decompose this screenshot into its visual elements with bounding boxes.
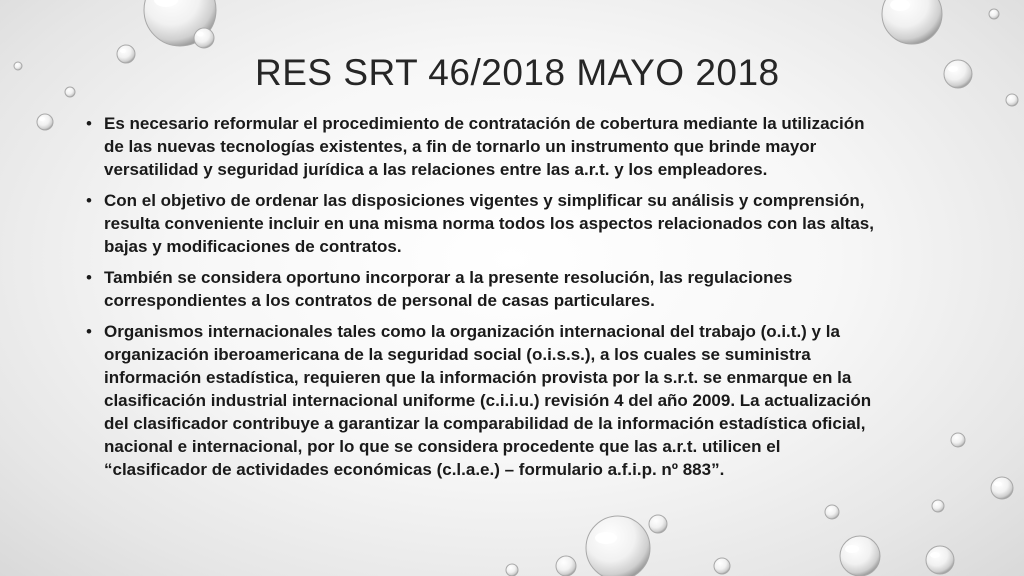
drop [926,546,954,574]
drop [194,28,214,48]
drop [991,477,1013,499]
drop [825,505,839,519]
drop [989,9,999,19]
drop [65,87,75,97]
drop [932,500,944,512]
drop [882,0,942,44]
bullet-item: • Con el objetivo de ordenar las disposiciones vigentes y simplificar su análisis y comprensión, resulta conveniente incluir en una misma norma todos los aspectos relacionados con las altas, bajas y modificaciones de contratos. [86,189,886,258]
drop [944,60,972,88]
drop [14,62,22,70]
drop [586,516,650,576]
drop [714,558,730,574]
bullet-list [86,112,886,489]
drop [506,564,518,576]
drop [951,433,965,447]
bullet-item: • Organismos internacionales tales como la organización internacional del trabajo (o.i.t.) y la organización iberoamericana de la seguridad social (o.i.s.s.), a los cuales se suministra información estadística, requieren que la información provista por la s.r.t. se enmarque en la clasificación industrial internacional uniforme (c.i.i.u.) revisión 4 del año 2009. La actualización del clasificador contribuye a garantizar la comparabilidad de la información estadística oficial, nacional e internacional, por lo que se considera procedente que las a.r.t. utilicen el “clasificador de actividades económicas (c.l.a.e.) – formulario a.f.i.p. nº 883”. [86,320,886,481]
drop [37,114,53,130]
drop [117,45,135,63]
drop [649,515,667,533]
slide-title: RES SRT 46/2018 MAYO 2018 [255,52,780,93]
drop [556,556,576,576]
bullet-item: • También se considera oportuno incorporar a la presente resolución, las regulaciones correspondientes a los contratos de personal de casas particulares. [86,266,886,312]
drop [144,0,216,46]
bullet-item: • Es necesario reformular el procedimiento de contratación de cobertura mediante la utilización de las nuevas tecnologías existentes, a fin de tornarlo un instrumento que brinde mayor versatilidad y seguridad jurídica a las relaciones entre las a.r.t. y los empleadores. [86,112,886,181]
drop [840,536,880,576]
drop [1006,94,1018,106]
